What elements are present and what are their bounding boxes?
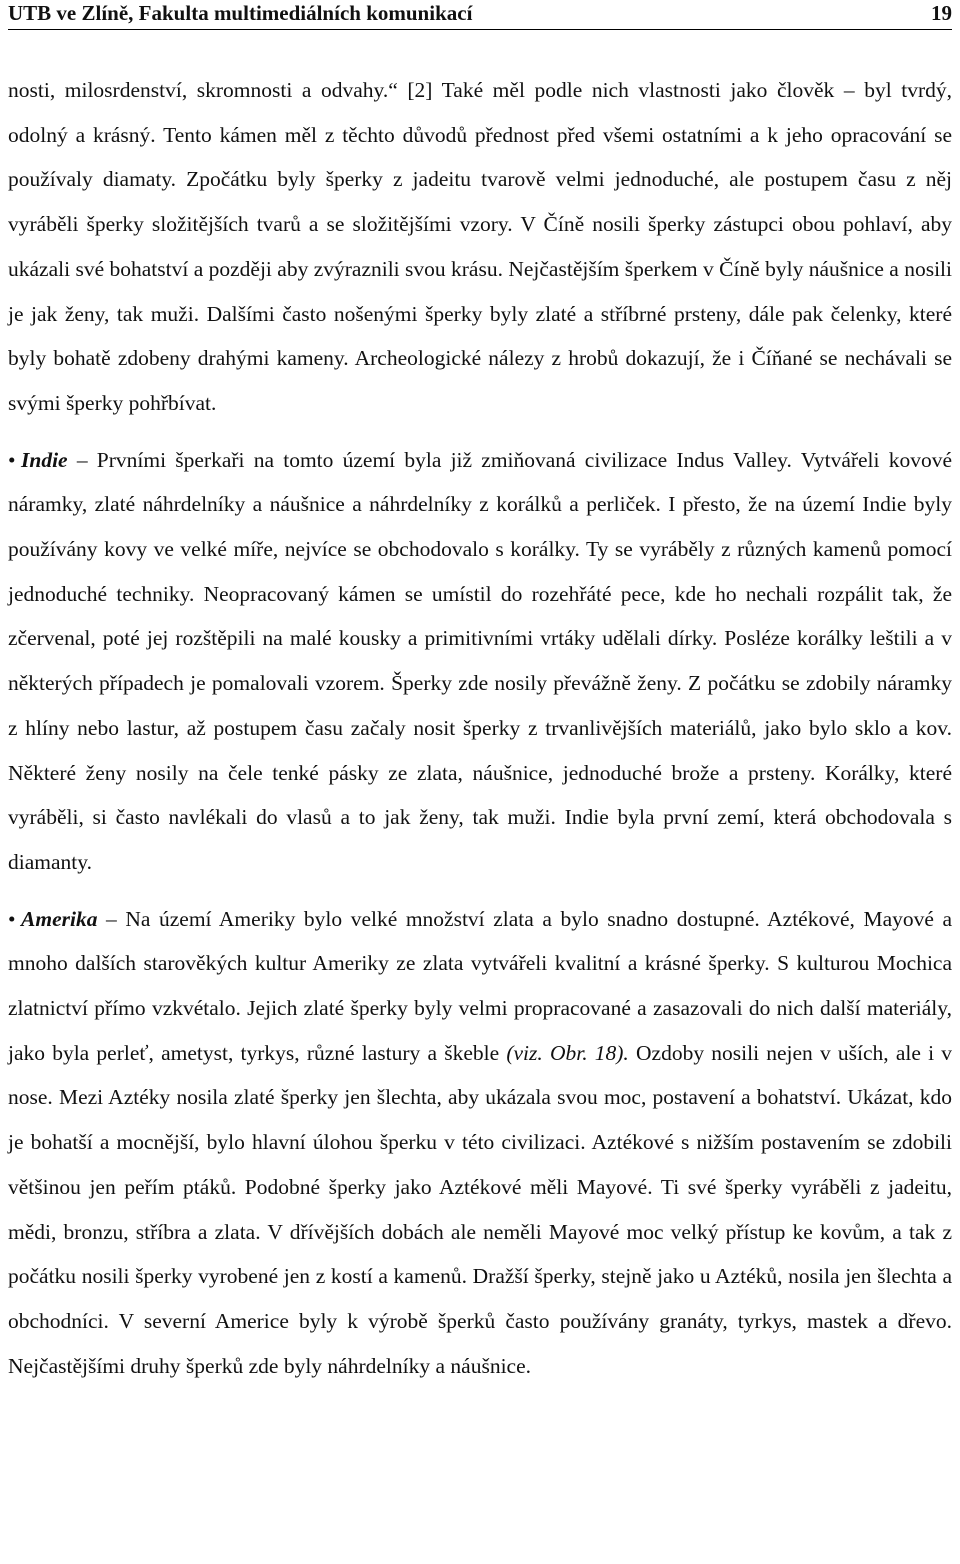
indie-text: Prvními šperkaři na tomto území byla již zmiňovaná civilizace Indus Valley. Vytvářeli kovové náramky, zlaté náhrdelníky a náušnice a náhrdelníky z korálků a perliček. I přesto, že na území Indie byly používány kovy ve velké míře, nejvíce se obchodovalo s korálky. Ty se vyráběly z různých kamenů pomocí jednoduché techniky. Neopracovaný kámen se umístil do rozehřáté pece, kde ho nechali rozpálit tak, že zčervenal, poté jej rozštěpili na malé kousky a primitivními vrtáky udělali dírky. Posléze korálky leštili a v některých případech je pomalovali vzorem. Šperky zde nosily převážně ženy. Z počátku se zdobily náramky z hlíny nebo lastur, až postupem času začaly nosit šperky z trvanlivějších materiálů, jako bylo sklo a kov. Některé ženy nosily na čele tenké pásky ze zlata, náušnice, jednoduché brože a prsteny. Korálky, které vyráběli, si často navlékali do vlasů a to jak ženy, tak muži. Indie byla první zemí, která obchodovala s diamanty. [8, 447, 953, 874]
header-title: UTB ve Zlíně, Fakulta multimediálních komunikací [8, 1, 473, 25]
term-indie: Indie [21, 447, 68, 472]
bullet-indie [8, 438, 952, 885]
page-header [8, 0, 952, 30]
amerika-text-before: Na území Ameriky bylo velké množství zlata a bylo snadno dostupné. Aztékové, Mayové a mnoho dalších starověkých kultur Ameriky ze zlata vytvářeli kvalitní a krásné šperky. S kulturou Mochica zlatnictví přímo vzkvétalo. Jejich zlaté šperky byly velmi propracované a zasazovali do nich další materiály, jako byla perleť, ametyst, tyrkys, různé lastury a škeble [8, 906, 953, 1065]
dash: – [76, 447, 88, 472]
term-amerika: Amerika [21, 906, 98, 931]
bullet-icon: • [8, 447, 16, 472]
paragraph-china: nosti, milosrdenství, skromnosti a odvahy.“ [2] Také měl podle nich vlastnosti jako člověk – byl tvrdý, odolný a krásný. Tento kámen měl z těchto důvodů přednost před všemi ostatními a k jeho opracování se používaly diamaty. Zpočátku byly šperky z jadeitu tvarově velmi jednoduché, ale postupem času z něj vyráběli šperky složitějších tvarů a se složitějšími vzory. V Číně nosili šperky zástupci obou pohlaví, aby ukázali své bohatství a později aby zvýraznili svou krásu. Nejčastějším šperkem v Číně byly náušnice a nosili je jak ženy, tak muži. Dalšími často nošenými šperky byly zlaté a stříbrné prsteny, dále pak čelenky, které byly bohatě zdobeny drahými kameny. Archeologické nálezy z hrobů dokazují, že i Číňané se nechávali se svými šperky pohřbívat. [8, 78, 952, 415]
figure-citation: (viz. Obr. 18). [506, 1040, 629, 1065]
amerika-text-after: Ozdoby nosili nejen v uších, ale i v nose. Mezi Aztéky nosila zlaté šperky jen šlechta, aby ukázala svou moc, postavení a bohatství. Ukázat, kdo je bohatší a mocnější, bylo hlavní úlohou šperku v této civilizaci. Aztékové s nižším postavením se zdobili většinou jen peřím ptáků. Podobné šperky jako Aztékové měli Mayové. Ti své šperky vyráběli z jadeitu, mědi, bronzu, stříbra a zlata. V dřívějších dobách ale neměli Mayové moc velký přístup ke kovům, a tak z počátku nosili šperky vyrobené jen z kostí a kamenů. Dražší šperky, stejně jako u Aztéků, nosila jen šlechta a obchodníci. V severní Americe byly k výrobě šperků často používány granáty, tyrkys, mastek a dřevo. Nejčastějšími druhy šperků zde byly náhrdelníky a náušnice. [8, 1040, 953, 1378]
page-number: 19 [931, 1, 952, 25]
bullet-icon: • [8, 906, 16, 931]
page-body [8, 68, 952, 1388]
dash: – [106, 906, 117, 931]
bullet-amerika [8, 897, 952, 1389]
